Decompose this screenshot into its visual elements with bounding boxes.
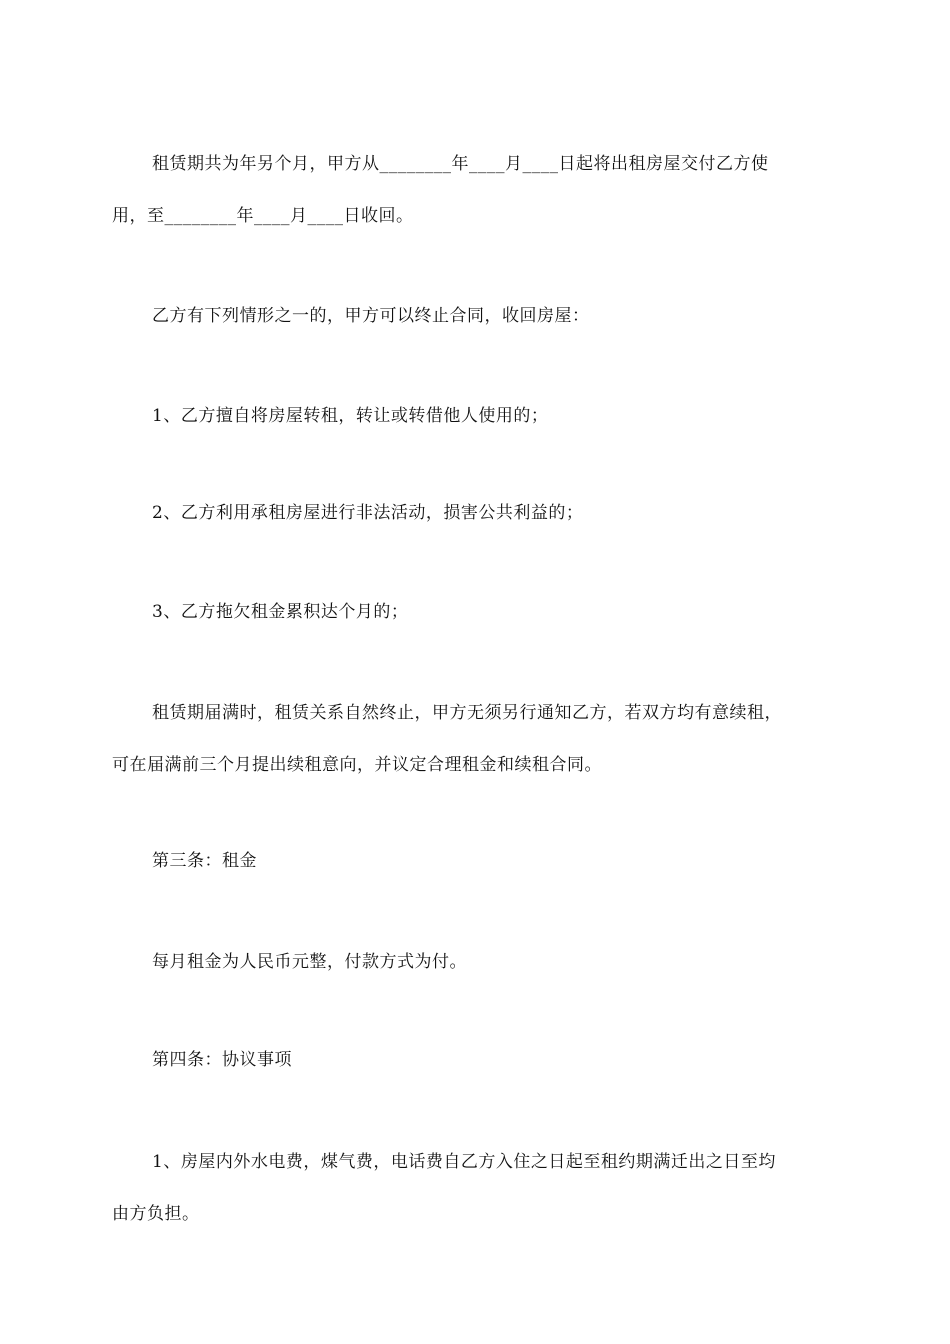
article-3-heading: 第三条：租金 — [152, 851, 257, 871]
utilities-line-1: 1、房屋内外水电费，煤气费，电话费自乙方入住之日起至租约期满迁出之日至均 — [152, 1152, 776, 1172]
renewal-line-1: 租赁期届满时，租赁关系自然终止，甲方无须另行通知乙方，若双方均有意续租， — [152, 703, 782, 723]
renewal-paragraph — [112, 687, 842, 791]
lease-term-line-1: 租赁期共为年另个月，甲方从________年____月____日起将出租房屋交付乙方使 — [152, 154, 769, 174]
utilities-paragraph — [112, 1136, 842, 1240]
renewal-line-2: 可在届满前三个月提出续租意向，并议定合理租金和续租合同。 — [112, 755, 602, 775]
termination-item-3: 3、乙方拖欠租金累积达个月的； — [152, 602, 409, 622]
termination-intro: 乙方有下列情形之一的，甲方可以终止合同，收回房屋： — [152, 306, 590, 326]
termination-item-2: 2、乙方利用承租房屋进行非法活动，损害公共利益的； — [152, 503, 584, 523]
rent-paragraph: 每月租金为人民币元整，付款方式为付。 — [152, 952, 467, 972]
utilities-line-2: 由方负担。 — [112, 1204, 200, 1224]
termination-item-1: 1、乙方擅自将房屋转租，转让或转借他人使用的； — [152, 406, 549, 426]
article-4-heading: 第四条：协议事项 — [152, 1050, 292, 1070]
lease-term-line-2: 用，至________年____月____日收回。 — [112, 206, 414, 226]
lease-term-paragraph — [112, 138, 842, 242]
